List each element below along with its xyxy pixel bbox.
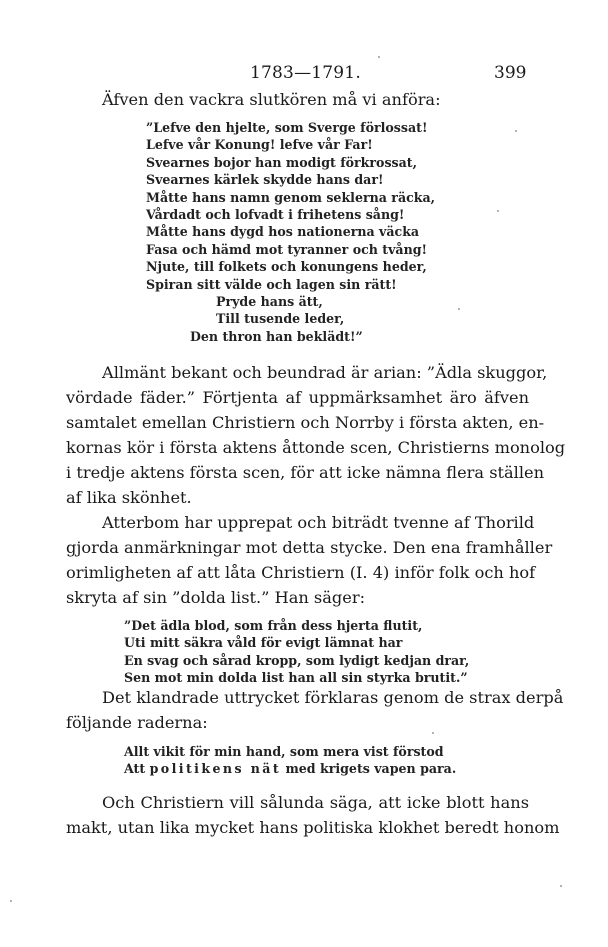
- text-line: orimligheten af att låta Christiern (I. 4) inför folk och hof: [66, 563, 536, 582]
- verse-quote-han-sager: [124, 617, 469, 687]
- verse-line: Den thron han beklädt!”: [190, 328, 363, 344]
- page-number: 399: [494, 63, 527, 83]
- text-line: af lika skönhet.: [66, 488, 192, 507]
- paragraph-christiern: [66, 790, 560, 840]
- text-line: vördade fäder.” Förtjenta af uppmärksamhet äro äfven: [66, 388, 529, 407]
- scan-speck: [378, 56, 380, 58]
- verse-line: Svearnes bojor han modigt förkrossat,: [146, 154, 417, 170]
- emphasized-text: politikens nät: [149, 761, 282, 777]
- verse-line: Uti mitt säkra våld för evigt lämnat har: [124, 635, 403, 651]
- paragraph-klandrade: [66, 685, 564, 735]
- verse-closing-chorus: [146, 119, 435, 345]
- scan-speck: [515, 130, 517, 132]
- text-line: Det klandrade uttrycket förklaras genom de strax derpå: [102, 688, 564, 707]
- verse-line: Till tusende leder,: [216, 311, 345, 327]
- text-line: makt, utan lika mycket hans politiska klokhet beredt honom: [66, 818, 560, 837]
- scan-speck: [497, 210, 499, 212]
- verse-line: Svearnes kärlek skydde hans dar!: [146, 172, 384, 188]
- running-header-title: 1783—1791.: [250, 63, 361, 83]
- scan-speck: [458, 308, 460, 310]
- verse-line: Sen mot min dolda list han all sin styrka brutit.”: [124, 670, 468, 686]
- text-line: gjorda anmärkningar mot detta stycke. Den ena framhåller: [66, 538, 553, 557]
- verse-line: Vårdadt och lofvadt i frihetens sång!: [146, 207, 405, 223]
- verse-quote-raderna: [124, 743, 456, 778]
- scan-speck: [560, 885, 562, 887]
- verse-line: Fasa och hämd mot tyranner och tvång!: [146, 241, 428, 257]
- scan-speck: [432, 732, 434, 734]
- text-line: Allmänt bekant och beundrad är arian: ”Ädla skuggor,: [102, 363, 548, 382]
- intro-paragraph: [66, 87, 529, 112]
- paragraph-atterbom: [66, 510, 553, 610]
- text-line: kornas kör i första aktens åttonde scen, Christierns monolog: [66, 438, 566, 457]
- text-line: Äfven den vackra slutkören må vi anföra:: [102, 90, 441, 109]
- verse-line: Pryde hans ätt,: [216, 294, 323, 310]
- text-line: Och Christiern vill sålunda säga, att icke blott hans: [102, 793, 529, 812]
- paragraph-arian: [66, 360, 566, 510]
- text-line: följande raderna:: [66, 713, 208, 732]
- verse-line: Måtte hans namn genom seklerna räcka,: [146, 189, 436, 205]
- text-line: i tredje aktens första scen, för att icke nämna flera ställen: [66, 463, 545, 482]
- verse-text: Att: [124, 761, 150, 777]
- verse-line: Allt vikit för min hand, som mera vist förstod: [124, 744, 444, 759]
- text-line: samtalet emellan Christiern och Norrby i första akten, en-: [66, 413, 545, 432]
- verse-line: En svag och sårad kropp, som lydigt kedjan drar,: [124, 652, 470, 668]
- text-line: Atterbom har upprepat och biträdt tvenne af Thorild: [102, 513, 535, 532]
- verse-line: Måtte hans dygd hos nationerna väcka: [146, 224, 420, 240]
- text-line: skryta af sin ”dolda list.” Han säger:: [66, 588, 366, 607]
- verse-text: med krigets vapen para.: [281, 761, 457, 777]
- verse-line: Spiran sitt välde och lagen sin rätt!: [146, 276, 397, 292]
- scan-speck: [10, 900, 12, 902]
- verse-line: Lefve vår Konung! lefve vår Far!: [146, 137, 373, 153]
- verse-line: ”Det ädla blod, som från dess hjerta flutit,: [124, 618, 423, 633]
- verse-line: ”Lefve den hjelte, som Sverge förlossat!: [146, 120, 428, 135]
- verse-line: Njute, till folkets och konungens heder,: [146, 259, 427, 275]
- verse-line: [124, 760, 456, 777]
